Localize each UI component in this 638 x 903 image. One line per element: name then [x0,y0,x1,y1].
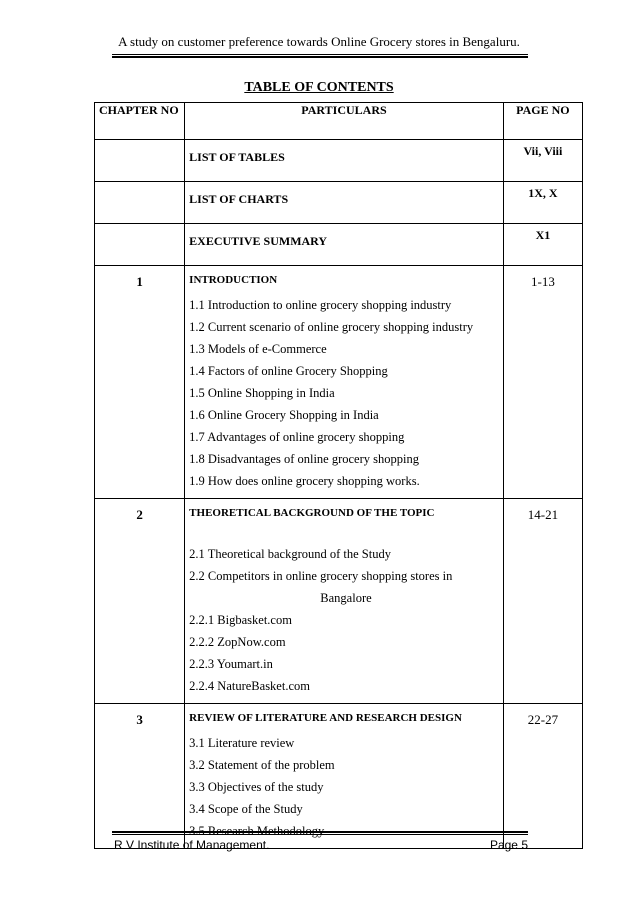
list-item: 3.2 Statement of the problem [189,758,335,772]
running-header: A study on customer preference towards Online Grocery stores in Bengaluru. [118,34,520,49]
page-number-footer: Page 5 [489,838,528,852]
chapter-row-3 [95,704,583,849]
list-item: 1.9 How does online grocery shopping works. [189,474,420,488]
header-divider [112,54,528,58]
chapter-title: REVIEW OF LITERATURE AND RESEARCH DESIGN [189,712,462,724]
toc-table [94,102,583,849]
chapter-cell [95,182,185,224]
list-item: 1.2 Current scenario of online grocery shopping industry [189,320,474,334]
list-item: 3.5 Research Methodology [189,824,325,838]
list-item: 3.4 Scope of the Study [189,802,303,816]
chapter-particulars [185,266,504,499]
chapter-row-1 [95,266,583,499]
table-row [95,140,583,182]
chapter-number: 2 [95,499,185,704]
footer-divider [112,831,528,835]
list-item: 2.2.4 NatureBasket.com [189,679,310,693]
list-item: 1.5 Online Shopping in India [189,386,335,400]
list-item: 1.1 Introduction to online grocery shopping industry [189,298,452,312]
chapter-title: THEORETICAL BACKGROUND OF THE TOPIC [189,507,435,519]
list-item: 2.2.1 Bigbasket.com [189,613,292,627]
chapter-cell [95,224,185,266]
table-row [95,182,583,224]
chapter-particulars [185,499,504,704]
page-title: TABLE OF CONTENTS [244,80,394,95]
list-item: Bangalore [320,591,372,605]
list-label: LIST OF TABLES [185,140,504,182]
list-item: 2.1 Theoretical background of the Study [189,547,391,561]
column-header-page: PAGE NO [503,103,582,140]
list-item: 1.8 Disadvantages of online grocery shopping [189,452,419,466]
chapter-title: INTRODUCTION [189,274,278,286]
list-item: 3.3 Objectives of the study [189,780,324,794]
column-header-particulars: PARTICULARS [185,103,504,140]
footer-institution: R V Institute of Management. [114,838,270,852]
chapter-number: 1 [95,266,185,499]
page-range: 22-27 [503,704,582,849]
page-number: Vii, Viii [503,140,582,182]
table-row [95,224,583,266]
column-header-chapter: CHAPTER NO [95,103,185,140]
list-item: 1.3 Models of e-Commerce [189,342,327,356]
list-label: LIST OF CHARTS [185,182,504,224]
list-label: EXECUTIVE SUMMARY [185,224,504,266]
list-item: 2.2 Competitors in online grocery shopping stores in [189,569,453,583]
chapter-particulars [185,704,504,849]
table-header-row [95,103,583,140]
list-item: 1.7 Advantages of online grocery shopping [189,430,405,444]
list-item: 2.2.3 Youmart.in [189,657,273,671]
page-range: 1-13 [503,266,582,499]
chapter-number: 3 [95,704,185,849]
page-number: 1X, X [503,182,582,224]
list-item: 2.2.2 ZopNow.com [189,635,286,649]
list-item: 1.4 Factors of online Grocery Shopping [189,364,388,378]
list-item: 3.1 Literature review [189,736,295,750]
page-range: 14-21 [503,499,582,704]
chapter-row-2 [95,499,583,704]
list-item: 1.6 Online Grocery Shopping in India [189,408,379,422]
page-number: X1 [503,224,582,266]
chapter-cell [95,140,185,182]
